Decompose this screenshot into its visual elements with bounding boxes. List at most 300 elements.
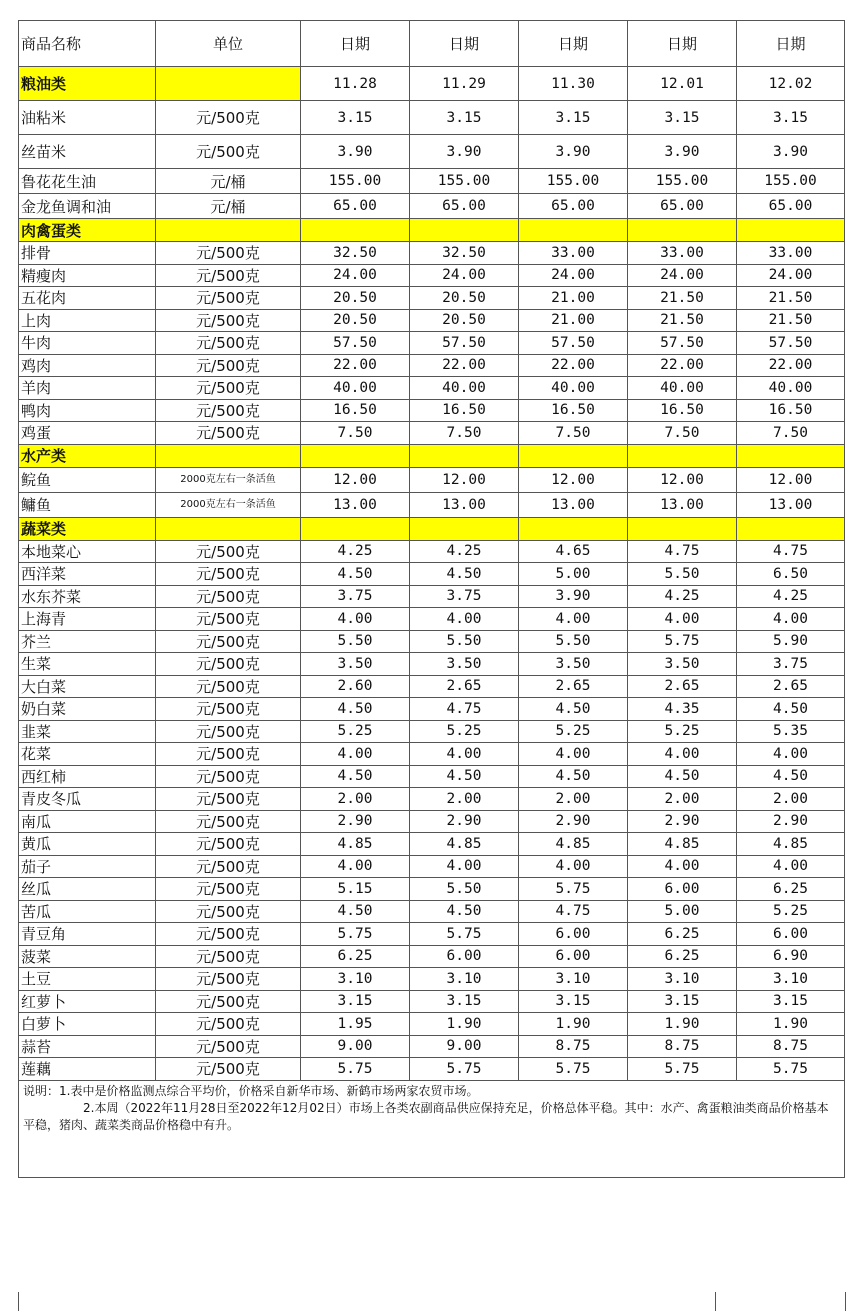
- product-row: [19, 855, 845, 878]
- price-cell: 20.50: [410, 309, 519, 332]
- price-cell: 33.00: [737, 242, 845, 265]
- price-cell: 20.50: [410, 287, 519, 310]
- price-cell: 24.00: [410, 264, 519, 287]
- price-cell: 5.90: [737, 630, 845, 653]
- price-cell: 3.50: [301, 653, 410, 676]
- product-row: [19, 630, 845, 653]
- product-row: [19, 990, 845, 1013]
- price-cell: 7.50: [301, 422, 410, 445]
- price-cell: 4.75: [519, 900, 628, 923]
- product-name: 奶白菜: [19, 698, 156, 721]
- price-cell: 8.75: [519, 1035, 628, 1058]
- price-cell: 6.25: [628, 945, 737, 968]
- price-cell: 13.00: [519, 492, 628, 517]
- price-cell: 2.90: [519, 810, 628, 833]
- product-unit: 元/500克: [156, 287, 301, 310]
- category-label: 肉禽蛋类: [19, 219, 156, 242]
- price-cell: 5.50: [410, 878, 519, 901]
- category-filler: [301, 219, 410, 242]
- price-cell: 4.50: [737, 765, 845, 788]
- price-cell: 7.50: [410, 422, 519, 445]
- price-cell: 4.75: [737, 540, 845, 563]
- column-divider: [715, 1292, 716, 1311]
- price-cell: 3.50: [519, 653, 628, 676]
- product-unit: 元/500克: [156, 810, 301, 833]
- sheet-bottom-strip: [18, 1292, 846, 1311]
- product-name: 西红柿: [19, 765, 156, 788]
- product-row: [19, 1013, 845, 1036]
- product-row: [19, 332, 845, 355]
- category-label: 水产类: [19, 444, 156, 467]
- product-name: 牛肉: [19, 332, 156, 355]
- header-name: 商品名称: [19, 21, 156, 67]
- product-name: 茄子: [19, 855, 156, 878]
- product-row: [19, 287, 845, 310]
- product-row: [19, 698, 845, 721]
- price-cell: 155.00: [628, 169, 737, 194]
- product-row: [19, 422, 845, 445]
- price-cell: 3.10: [519, 968, 628, 991]
- product-unit: 元/500克: [156, 743, 301, 766]
- price-cell: 4.00: [519, 608, 628, 631]
- price-cell: 12.00: [410, 467, 519, 492]
- product-name: 五花肉: [19, 287, 156, 310]
- price-cell: 2.65: [410, 675, 519, 698]
- price-cell: 4.75: [628, 540, 737, 563]
- price-cell: 2.00: [519, 788, 628, 811]
- price-cell: 3.15: [410, 990, 519, 1013]
- price-cell: 40.00: [301, 377, 410, 400]
- product-unit: 元/500克: [156, 377, 301, 400]
- price-cell: 3.15: [301, 101, 410, 135]
- product-unit: 元/500克: [156, 608, 301, 631]
- product-row: [19, 194, 845, 219]
- price-cell: 20.50: [301, 309, 410, 332]
- product-name: 莲藕: [19, 1058, 156, 1081]
- product-name: 苦瓜: [19, 900, 156, 923]
- price-cell: 5.35: [737, 720, 845, 743]
- price-cell: 4.75: [410, 698, 519, 721]
- price-cell: 4.50: [410, 563, 519, 586]
- price-cell: 22.00: [628, 354, 737, 377]
- price-cell: 3.15: [519, 101, 628, 135]
- price-cell: 65.00: [301, 194, 410, 219]
- date-cell: 11.29: [410, 67, 519, 101]
- product-row: [19, 810, 845, 833]
- category-filler: [737, 219, 845, 242]
- price-cell: 5.00: [628, 900, 737, 923]
- product-row: [19, 354, 845, 377]
- category-filler: [519, 444, 628, 467]
- price-cell: 24.00: [519, 264, 628, 287]
- product-name: 青豆角: [19, 923, 156, 946]
- price-cell: 4.50: [301, 900, 410, 923]
- price-cell: 5.75: [519, 878, 628, 901]
- price-cell: 5.50: [410, 630, 519, 653]
- product-name: 南瓜: [19, 810, 156, 833]
- header-unit: 单位: [156, 21, 301, 67]
- product-unit: 元/500克: [156, 101, 301, 135]
- price-cell: 4.85: [628, 833, 737, 856]
- price-cell: 4.00: [737, 743, 845, 766]
- product-unit: 元/500克: [156, 399, 301, 422]
- price-cell: 5.75: [628, 1058, 737, 1081]
- product-unit: 元/500克: [156, 354, 301, 377]
- price-cell: 4.00: [301, 855, 410, 878]
- price-cell: 4.50: [410, 900, 519, 923]
- category-filler: [628, 444, 737, 467]
- price-cell: 6.00: [737, 923, 845, 946]
- price-cell: 4.85: [410, 833, 519, 856]
- price-cell: 6.00: [519, 945, 628, 968]
- price-cell: 4.00: [628, 743, 737, 766]
- product-unit: 元/500克: [156, 264, 301, 287]
- price-cell: 3.10: [737, 968, 845, 991]
- price-cell: 6.25: [737, 878, 845, 901]
- product-name: 黄瓜: [19, 833, 156, 856]
- category-filler: [301, 517, 410, 540]
- product-unit: 元/500克: [156, 923, 301, 946]
- product-name: 金龙鱼调和油: [19, 194, 156, 219]
- price-cell: 2.90: [628, 810, 737, 833]
- notes-row: [19, 1080, 845, 1177]
- price-cell: 2.60: [301, 675, 410, 698]
- note-line-1: 说明：1.表中是价格监测点综合平均价，价格采自新华市场、新鹤市场两家农贸市场。: [23, 1083, 479, 1098]
- price-cell: 4.50: [410, 765, 519, 788]
- category-unit-cell: [156, 67, 301, 101]
- price-cell: 32.50: [410, 242, 519, 265]
- product-unit: 元/500克: [156, 1013, 301, 1036]
- product-name: 白萝卜: [19, 1013, 156, 1036]
- price-cell: 1.90: [737, 1013, 845, 1036]
- product-unit: 元/500克: [156, 788, 301, 811]
- product-name: 上海青: [19, 608, 156, 631]
- product-row: [19, 788, 845, 811]
- price-cell: 4.25: [628, 585, 737, 608]
- price-cell: 4.00: [410, 608, 519, 631]
- product-row: [19, 1058, 845, 1081]
- price-cell: 13.00: [628, 492, 737, 517]
- price-cell: 3.15: [737, 101, 845, 135]
- price-cell: 16.50: [737, 399, 845, 422]
- category-filler: [156, 219, 301, 242]
- price-cell: 12.00: [628, 467, 737, 492]
- product-row: [19, 492, 845, 517]
- product-unit: 元/500克: [156, 309, 301, 332]
- price-cell: 4.00: [628, 855, 737, 878]
- header-date: 日期: [519, 21, 628, 67]
- product-name: 芥兰: [19, 630, 156, 653]
- price-cell: 20.50: [301, 287, 410, 310]
- price-cell: 4.50: [737, 698, 845, 721]
- product-unit: 元/500克: [156, 855, 301, 878]
- price-cell: 13.00: [410, 492, 519, 517]
- price-cell: 57.50: [737, 332, 845, 355]
- category-row: [19, 219, 845, 242]
- price-cell: 40.00: [519, 377, 628, 400]
- price-cell: 3.90: [410, 135, 519, 169]
- product-name: 青皮冬瓜: [19, 788, 156, 811]
- product-name: 鸡肉: [19, 354, 156, 377]
- price-cell: 9.00: [410, 1035, 519, 1058]
- product-unit: 元/500克: [156, 242, 301, 265]
- price-cell: 6.25: [628, 923, 737, 946]
- product-unit: 元/500克: [156, 563, 301, 586]
- price-cell: 3.90: [628, 135, 737, 169]
- price-cell: 40.00: [410, 377, 519, 400]
- price-cell: 2.90: [737, 810, 845, 833]
- price-cell: 6.00: [628, 878, 737, 901]
- price-cell: 8.75: [628, 1035, 737, 1058]
- category-filler: [410, 444, 519, 467]
- product-unit: 元/500克: [156, 630, 301, 653]
- price-cell: 21.50: [737, 287, 845, 310]
- price-cell: 155.00: [737, 169, 845, 194]
- price-cell: 2.65: [628, 675, 737, 698]
- price-cell: 3.15: [519, 990, 628, 1013]
- date-cell: 11.30: [519, 67, 628, 101]
- price-cell: 57.50: [410, 332, 519, 355]
- price-cell: 155.00: [301, 169, 410, 194]
- product-row: [19, 833, 845, 856]
- price-cell: 5.25: [628, 720, 737, 743]
- category-row: [19, 444, 845, 467]
- product-row: [19, 900, 845, 923]
- product-unit: 元/500克: [156, 968, 301, 991]
- header-date: 日期: [301, 21, 410, 67]
- price-cell: 40.00: [628, 377, 737, 400]
- price-cell: 57.50: [519, 332, 628, 355]
- price-cell: 65.00: [628, 194, 737, 219]
- price-cell: 3.15: [628, 101, 737, 135]
- price-cell: 5.00: [519, 563, 628, 586]
- price-cell: 3.75: [301, 585, 410, 608]
- product-name: 精瘦肉: [19, 264, 156, 287]
- product-row: [19, 540, 845, 563]
- price-cell: 21.50: [628, 287, 737, 310]
- product-row: [19, 720, 845, 743]
- price-cell: 1.90: [410, 1013, 519, 1036]
- price-cell: 13.00: [301, 492, 410, 517]
- product-unit: 元/500克: [156, 878, 301, 901]
- price-cell: 4.50: [628, 765, 737, 788]
- category-filler: [156, 444, 301, 467]
- product-unit: 元/500克: [156, 900, 301, 923]
- price-cell: 6.00: [410, 945, 519, 968]
- product-row: [19, 467, 845, 492]
- price-cell: 2.00: [737, 788, 845, 811]
- price-cell: 16.50: [410, 399, 519, 422]
- product-name: 生菜: [19, 653, 156, 676]
- price-cell: 4.50: [519, 698, 628, 721]
- price-cell: 4.85: [301, 833, 410, 856]
- price-cell: 9.00: [301, 1035, 410, 1058]
- price-cell: 4.85: [737, 833, 845, 856]
- price-cell: 21.50: [737, 309, 845, 332]
- product-row: [19, 309, 845, 332]
- price-cell: 1.90: [519, 1013, 628, 1036]
- product-unit: 元/500克: [156, 698, 301, 721]
- price-cell: 22.00: [301, 354, 410, 377]
- price-cell: 3.10: [628, 968, 737, 991]
- price-cell: 21.00: [519, 309, 628, 332]
- price-cell: 3.90: [519, 585, 628, 608]
- price-cell: 4.00: [737, 855, 845, 878]
- product-unit: 元/500克: [156, 1035, 301, 1058]
- price-cell: 4.00: [301, 608, 410, 631]
- category-filler: [519, 219, 628, 242]
- price-cell: 4.85: [519, 833, 628, 856]
- price-cell: 4.00: [519, 855, 628, 878]
- price-cell: 24.00: [628, 264, 737, 287]
- category-filler: [628, 219, 737, 242]
- date-cell: 11.28: [301, 67, 410, 101]
- price-cell: 2.90: [301, 810, 410, 833]
- price-cell: 32.50: [301, 242, 410, 265]
- product-row: [19, 743, 845, 766]
- product-unit: 2000克左右一条活鱼: [156, 467, 301, 492]
- date-cell: 12.02: [737, 67, 845, 101]
- product-row: [19, 878, 845, 901]
- price-cell: 4.35: [628, 698, 737, 721]
- product-name: 羊肉: [19, 377, 156, 400]
- price-cell: 4.65: [519, 540, 628, 563]
- product-unit: 元/500克: [156, 765, 301, 788]
- price-cell: 22.00: [410, 354, 519, 377]
- price-cell: 6.00: [519, 923, 628, 946]
- price-cell: 2.65: [519, 675, 628, 698]
- price-cell: 12.00: [519, 467, 628, 492]
- price-cell: 4.25: [301, 540, 410, 563]
- product-row: [19, 653, 845, 676]
- price-cell: 3.75: [737, 653, 845, 676]
- category-row: [19, 517, 845, 540]
- category-label: 粮油类: [19, 67, 156, 101]
- price-cell: 6.25: [301, 945, 410, 968]
- price-sheet: [18, 20, 844, 1178]
- category-filler: [519, 517, 628, 540]
- price-cell: 1.95: [301, 1013, 410, 1036]
- product-unit: 元/500克: [156, 653, 301, 676]
- price-cell: 33.00: [519, 242, 628, 265]
- price-cell: 16.50: [628, 399, 737, 422]
- price-cell: 6.50: [737, 563, 845, 586]
- price-cell: 8.75: [737, 1035, 845, 1058]
- price-cell: 4.50: [301, 698, 410, 721]
- price-cell: 33.00: [628, 242, 737, 265]
- product-row: [19, 608, 845, 631]
- product-unit: 元/500克: [156, 675, 301, 698]
- header-date: 日期: [628, 21, 737, 67]
- price-cell: 16.50: [519, 399, 628, 422]
- product-unit: 元/500克: [156, 720, 301, 743]
- price-cell: 4.50: [301, 563, 410, 586]
- price-cell: 5.75: [301, 923, 410, 946]
- product-unit: 元/500克: [156, 540, 301, 563]
- price-cell: 4.25: [737, 585, 845, 608]
- product-row: [19, 101, 845, 135]
- price-cell: 155.00: [410, 169, 519, 194]
- product-row: [19, 923, 845, 946]
- product-name: 蒜苔: [19, 1035, 156, 1058]
- product-name: 丝瓜: [19, 878, 156, 901]
- product-name: 排骨: [19, 242, 156, 265]
- header-date: 日期: [737, 21, 845, 67]
- price-cell: 3.90: [737, 135, 845, 169]
- price-cell: 21.00: [519, 287, 628, 310]
- price-cell: 65.00: [519, 194, 628, 219]
- product-name: 韭菜: [19, 720, 156, 743]
- product-name: 水东芥菜: [19, 585, 156, 608]
- product-unit: 元/500克: [156, 422, 301, 445]
- product-row: [19, 1035, 845, 1058]
- price-cell: 12.00: [737, 467, 845, 492]
- price-cell: 3.15: [301, 990, 410, 1013]
- product-row: [19, 242, 845, 265]
- product-unit: 2000克左右一条活鱼: [156, 492, 301, 517]
- price-cell: 57.50: [301, 332, 410, 355]
- product-row: [19, 169, 845, 194]
- price-cell: 2.90: [410, 810, 519, 833]
- category-row: [19, 67, 845, 101]
- product-name: 土豆: [19, 968, 156, 991]
- price-cell: 5.25: [301, 720, 410, 743]
- product-name: 鳙鱼: [19, 492, 156, 517]
- price-cell: 6.90: [737, 945, 845, 968]
- price-cell: 3.90: [519, 135, 628, 169]
- price-cell: 2.00: [301, 788, 410, 811]
- note-line-2: 2.本周（2022年11月28日至2022年12月02日）市场上各类农副商品供应保持充足，价格总体平稳。其中：水产、禽蛋粮油类商品价格基本平稳，猪肉、蔬菜类商品价格稳中有升。: [23, 1100, 829, 1132]
- category-filler: [301, 444, 410, 467]
- product-name: 上肉: [19, 309, 156, 332]
- product-name: 鲩鱼: [19, 467, 156, 492]
- price-cell: 3.90: [301, 135, 410, 169]
- price-cell: 4.00: [737, 608, 845, 631]
- price-cell: 13.00: [737, 492, 845, 517]
- product-row: [19, 945, 845, 968]
- price-cell: 4.50: [519, 765, 628, 788]
- product-name: 大白菜: [19, 675, 156, 698]
- product-name: 鲁花花生油: [19, 169, 156, 194]
- price-cell: 24.00: [737, 264, 845, 287]
- price-cell: 22.00: [737, 354, 845, 377]
- product-name: 西洋菜: [19, 563, 156, 586]
- product-unit: 元/500克: [156, 833, 301, 856]
- product-name: 油粘米: [19, 101, 156, 135]
- product-unit: 元/500克: [156, 135, 301, 169]
- price-cell: 5.75: [410, 923, 519, 946]
- price-cell: 5.75: [519, 1058, 628, 1081]
- price-cell: 3.50: [410, 653, 519, 676]
- product-row: [19, 563, 845, 586]
- price-cell: 3.15: [628, 990, 737, 1013]
- price-cell: 5.15: [301, 878, 410, 901]
- price-cell: 1.90: [628, 1013, 737, 1036]
- price-cell: 4.50: [301, 765, 410, 788]
- price-table-body: [19, 21, 845, 1178]
- price-cell: 4.00: [301, 743, 410, 766]
- price-cell: 3.15: [737, 990, 845, 1013]
- header-row: [19, 21, 845, 67]
- product-unit: 元/桶: [156, 194, 301, 219]
- price-cell: 5.25: [519, 720, 628, 743]
- price-cell: 4.00: [410, 855, 519, 878]
- price-cell: 22.00: [519, 354, 628, 377]
- product-unit: 元/500克: [156, 945, 301, 968]
- product-unit: 元/500克: [156, 332, 301, 355]
- product-name: 菠菜: [19, 945, 156, 968]
- price-cell: 2.00: [410, 788, 519, 811]
